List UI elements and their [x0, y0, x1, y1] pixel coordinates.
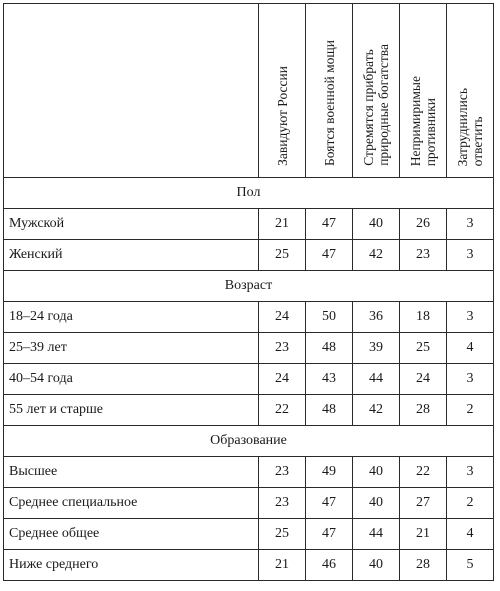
value-cell: 23 [259, 488, 306, 519]
value-cell: 23 [400, 240, 447, 271]
value-cell: 48 [306, 333, 353, 364]
header-label: Боятся военной мощи [321, 40, 337, 166]
value-cell: 3 [447, 240, 494, 271]
table-row [4, 457, 494, 488]
value-cell: 2 [447, 395, 494, 426]
row-label: 25–39 лет [4, 333, 259, 364]
value-cell: 42 [353, 395, 400, 426]
value-cell: 47 [306, 488, 353, 519]
value-cell: 28 [400, 550, 447, 581]
value-cell: 43 [306, 364, 353, 395]
value-cell: 22 [400, 457, 447, 488]
table-row [4, 519, 494, 550]
row-label: 18–24 года [4, 302, 259, 333]
value-cell: 46 [306, 550, 353, 581]
value-cell: 23 [259, 457, 306, 488]
row-label: Мужской [4, 209, 259, 240]
value-cell: 47 [306, 519, 353, 550]
value-cell: 2 [447, 488, 494, 519]
row-label: Высшее [4, 457, 259, 488]
value-cell: 44 [353, 519, 400, 550]
value-cell: 24 [259, 302, 306, 333]
table-row [4, 302, 494, 333]
value-cell: 39 [353, 333, 400, 364]
table-row [4, 550, 494, 581]
row-label: Среднее специальное [4, 488, 259, 519]
value-cell: 40 [353, 457, 400, 488]
value-cell: 50 [306, 302, 353, 333]
table-row [4, 333, 494, 364]
header-label: Затруднились ответить [455, 87, 485, 166]
value-cell: 28 [400, 395, 447, 426]
header-label: Непримиримые противники [408, 75, 438, 166]
header-no-answer [447, 4, 494, 178]
value-cell: 47 [306, 240, 353, 271]
value-cell: 27 [400, 488, 447, 519]
header-natural-resources [353, 4, 400, 178]
table-body [4, 178, 494, 581]
value-cell: 25 [400, 333, 447, 364]
header-label: Стремятся прибрать природные богатства [361, 44, 391, 166]
value-cell: 25 [259, 240, 306, 271]
value-cell: 40 [353, 550, 400, 581]
row-label: Женский [4, 240, 259, 271]
value-cell: 24 [259, 364, 306, 395]
value-cell: 23 [259, 333, 306, 364]
table-row [4, 364, 494, 395]
header-row [4, 4, 494, 178]
table-row [4, 209, 494, 240]
table-row [4, 395, 494, 426]
value-cell: 22 [259, 395, 306, 426]
section-title: Образование [4, 426, 494, 457]
value-cell: 48 [306, 395, 353, 426]
value-cell: 5 [447, 550, 494, 581]
value-cell: 3 [447, 364, 494, 395]
value-cell: 18 [400, 302, 447, 333]
value-cell: 21 [400, 519, 447, 550]
header-label: Завидуют России [274, 66, 290, 166]
header-irreconcilable-opponents [400, 4, 447, 178]
value-cell: 25 [259, 519, 306, 550]
value-cell: 40 [353, 488, 400, 519]
header-corner-cell [4, 4, 259, 178]
table-row [4, 488, 494, 519]
value-cell: 26 [400, 209, 447, 240]
section-title: Пол [4, 178, 494, 209]
header-fear-military [306, 4, 353, 178]
value-cell: 4 [447, 519, 494, 550]
value-cell: 47 [306, 209, 353, 240]
value-cell: 4 [447, 333, 494, 364]
value-cell: 21 [259, 550, 306, 581]
row-label: 40–54 года [4, 364, 259, 395]
value-cell: 36 [353, 302, 400, 333]
section-title: Возраст [4, 271, 494, 302]
section-row [4, 271, 494, 302]
value-cell: 3 [447, 457, 494, 488]
value-cell: 40 [353, 209, 400, 240]
table-row [4, 240, 494, 271]
value-cell: 3 [447, 302, 494, 333]
value-cell: 3 [447, 209, 494, 240]
value-cell: 24 [400, 364, 447, 395]
row-label: Ниже среднего [4, 550, 259, 581]
row-label: Среднее общее [4, 519, 259, 550]
value-cell: 49 [306, 457, 353, 488]
survey-table [3, 3, 494, 581]
section-row [4, 178, 494, 209]
value-cell: 21 [259, 209, 306, 240]
value-cell: 44 [353, 364, 400, 395]
value-cell: 42 [353, 240, 400, 271]
row-label: 55 лет и старше [4, 395, 259, 426]
header-envy-russia [259, 4, 306, 178]
section-row [4, 426, 494, 457]
survey-table-container [3, 3, 494, 581]
table-header [4, 4, 494, 178]
